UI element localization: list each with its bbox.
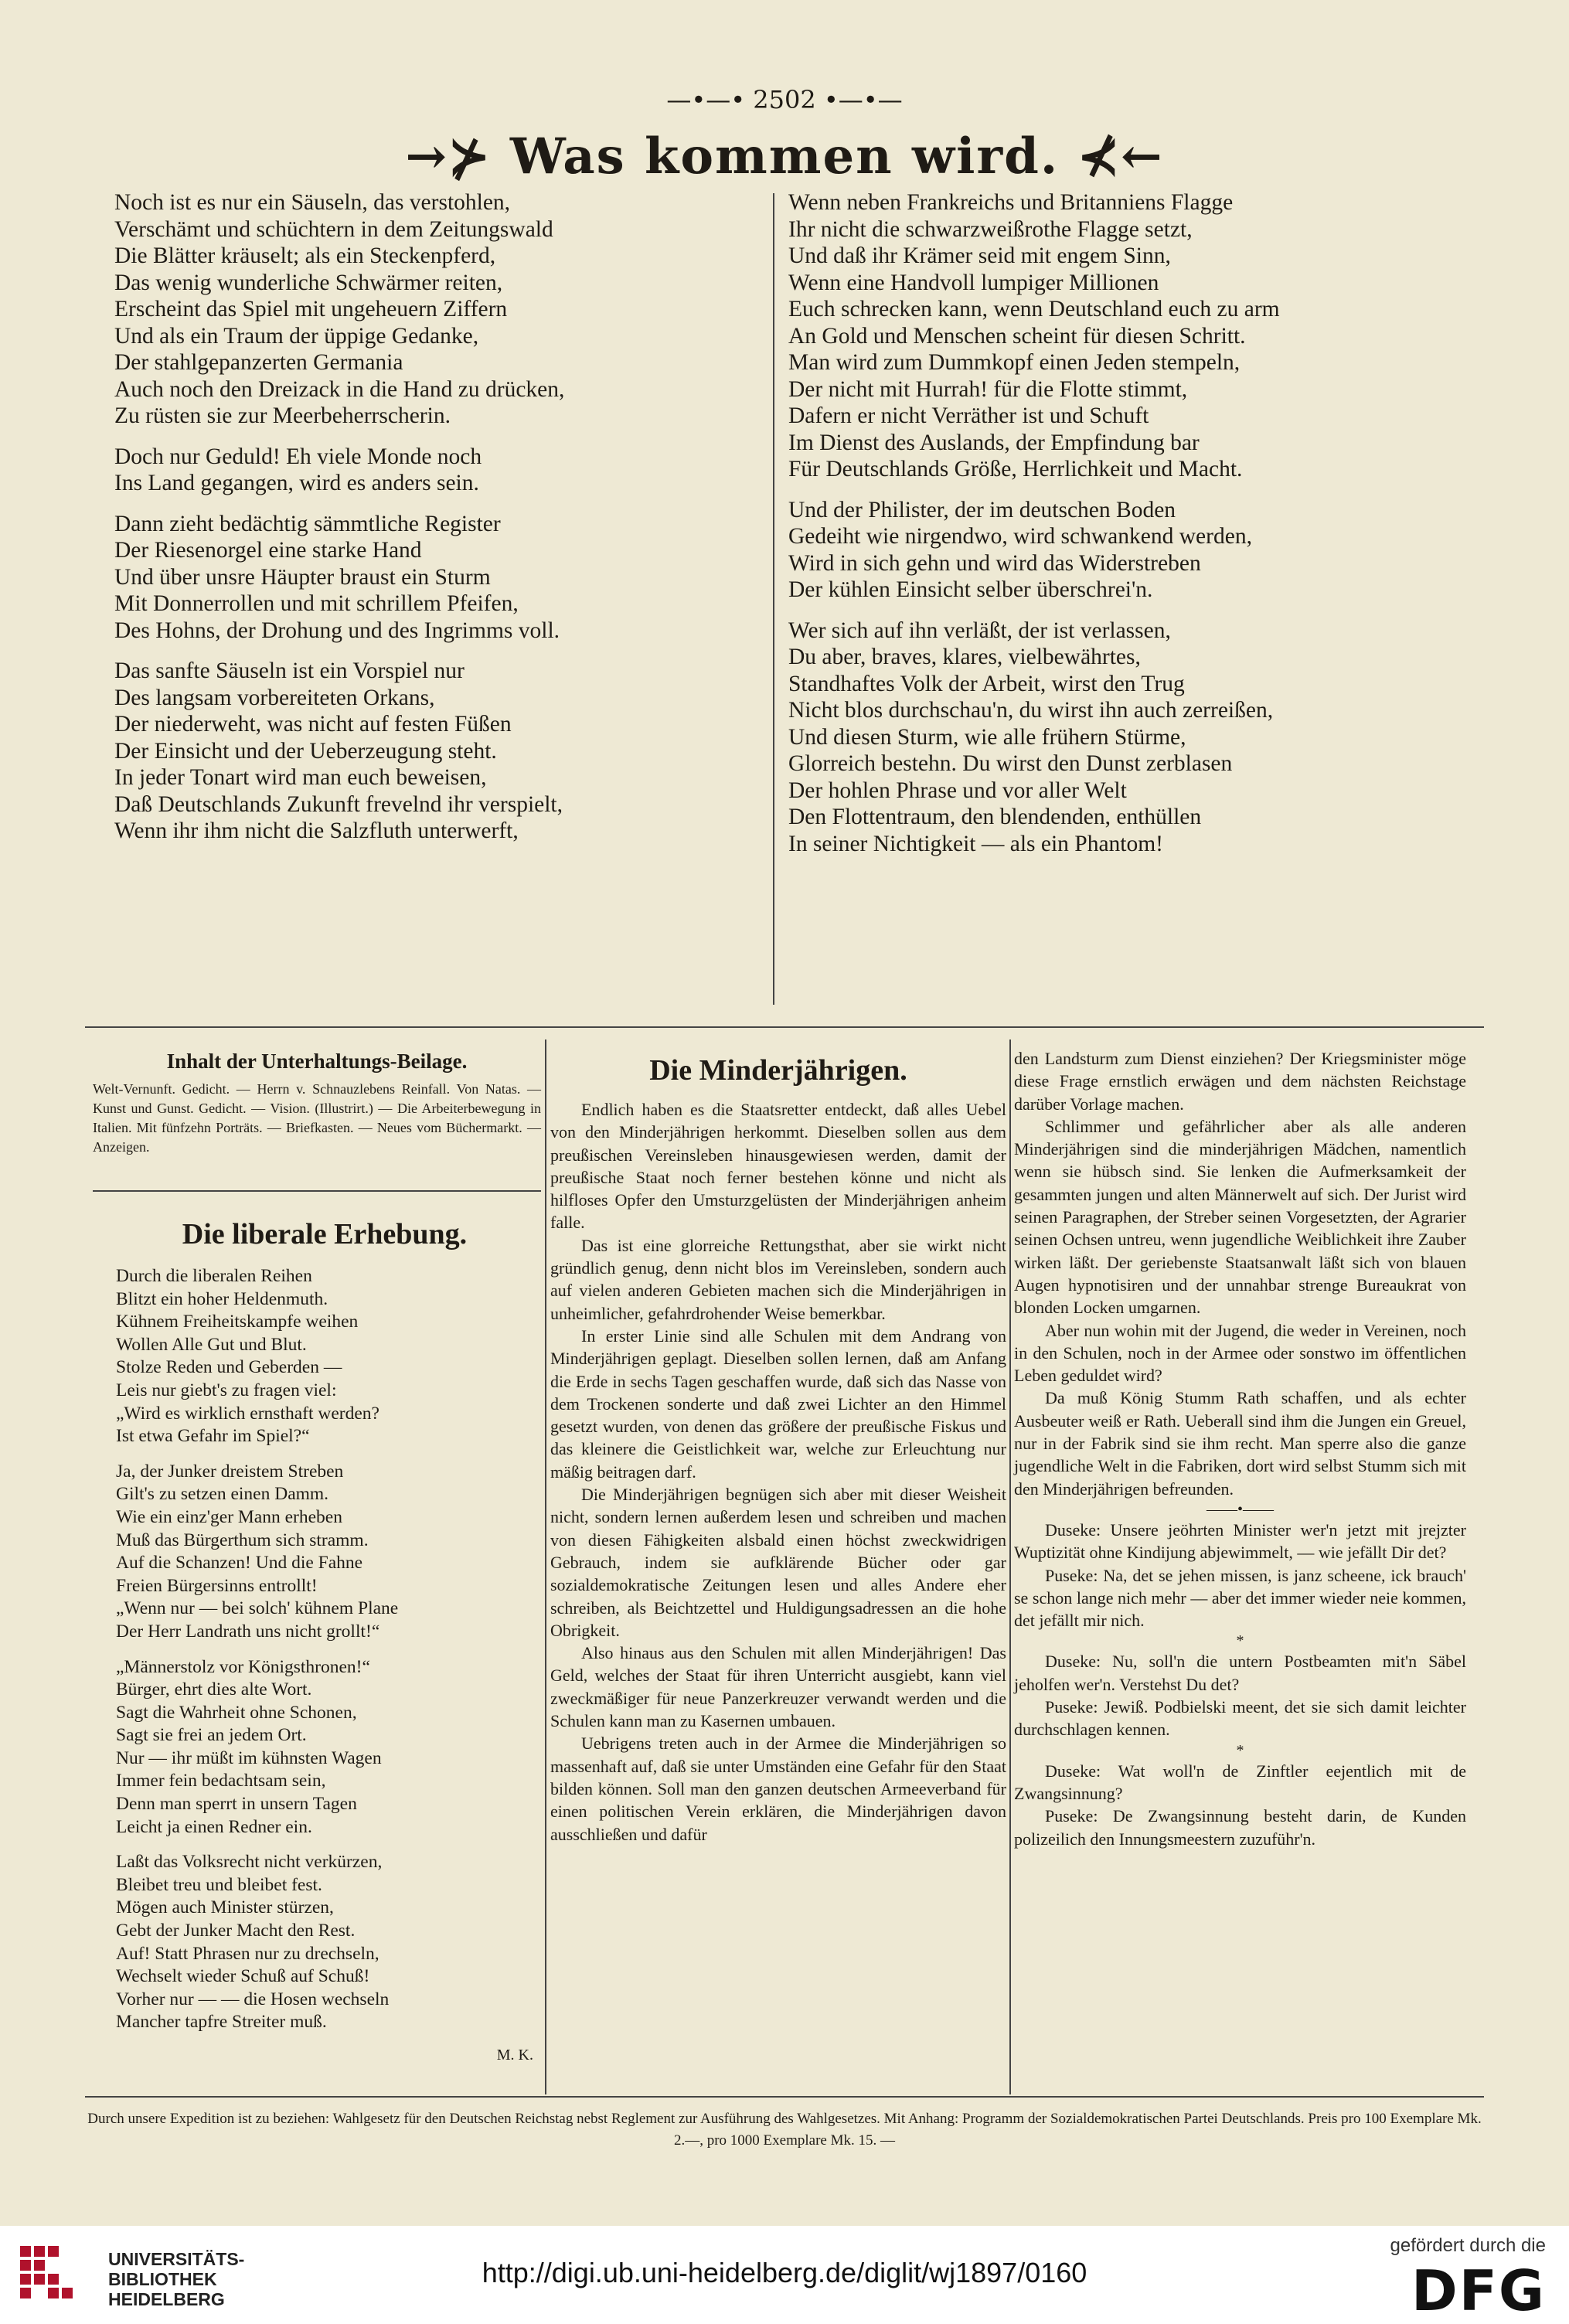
paragraph: Also hinaus aus den Schulen mit allen Minderjährigen! Das Geld, welches der Staat für ihren Unterricht ausgiebt, kann viel zweckmäßiger für neue Panzerkreuzer verwandt werden und die Schulen kann man zu Kasernen umbauen. xyxy=(550,1643,1006,1731)
poem-line: Gebt der Junker Macht den Rest. xyxy=(116,1921,356,1941)
poem-line: Vorher nur — — die Hosen wechseln xyxy=(116,1989,390,2009)
section-divider xyxy=(85,1026,1484,1028)
dialogue-block xyxy=(1014,1760,1466,1850)
right-column xyxy=(1014,1047,1466,1850)
poem-line: Noch ist es nur ein Säuseln, das verstohlen, xyxy=(114,190,511,215)
poem-line: Denn man sperrt in unsern Tagen xyxy=(116,1794,357,1815)
poem-line: Freien Bürgersinns entrollt! xyxy=(116,1575,318,1596)
poem-line: Wird in sich gehn und wird das Widerstreben xyxy=(788,550,1201,576)
poem-line: Wer sich auf ihn verläßt, der ist verlassen, xyxy=(788,618,1171,643)
poem-line: Mit Donnerrollen und mit schrillem Pfeifen, xyxy=(114,591,519,616)
poem-line: In seiner Nichtigkeit — als ein Phantom! xyxy=(788,831,1164,856)
stanza xyxy=(788,618,1469,858)
stanza xyxy=(116,1461,533,1644)
poem-line: Des langsam vorbereiteten Orkans, xyxy=(114,685,435,710)
article-body xyxy=(550,1098,1006,1846)
liberal-poem-stanzas xyxy=(116,1265,533,2034)
poem-line: Und daß ihr Krämer seid mit engem Sinn, xyxy=(788,243,1171,268)
page-number: —•—• 2502 •—•— xyxy=(666,85,903,114)
poem-line: Auch noch den Dreizack in die Hand zu drücken, xyxy=(114,376,565,402)
paragraph: Puseke: Na, det se jehen missen, is janz scheene, ick brauch' se schon lange nich mehr — aber det immer wieder neie kommen, det jefällt mir nich. xyxy=(1014,1565,1466,1631)
stanza xyxy=(788,497,1469,604)
poem-line: Glorreich bestehn. Du wirst den Dunst zerblasen xyxy=(788,751,1233,776)
paragraph: Puseke: Jewiß. Podbielski meent, det sie sich damit leichter durchschlagen kennen. xyxy=(1014,1697,1466,1740)
poem-line: Dann zieht bedächtig sämmtliche Register xyxy=(114,511,501,536)
stanza xyxy=(114,511,795,645)
poem-line: Dafern er nicht Verräther ist und Schuft xyxy=(788,403,1149,428)
poem-line: Wenn eine Handvoll lumpiger Millionen xyxy=(788,270,1159,295)
poem-line: „Wird es wirklich ernsthaft werden? xyxy=(116,1403,379,1424)
poem-line: Ihr nicht die schwarzweißrothe Flagge setzt, xyxy=(788,216,1193,242)
poem-right-column xyxy=(788,189,1469,871)
poem-line: „Wenn nur — bei solch' kühnem Plane xyxy=(116,1598,399,1619)
stanza xyxy=(114,658,795,845)
column-divider xyxy=(773,193,774,1005)
poem-line: Und der Philister, der im deutschen Boden xyxy=(788,497,1176,522)
poem-line: Doch nur Geduld! Eh viele Monde noch xyxy=(114,444,482,469)
paragraph: Aber nun wohin mit der Jugend, die weder in Vereinen, noch in den Schulen, noch in der Armee oder sonstwo im öffentlichen Leben geduldet wird? xyxy=(1014,1320,1466,1386)
poem-line: Sagt die Wahrheit ohne Schonen, xyxy=(116,1702,357,1723)
poem-line: Mancher tapfre Streiter muß. xyxy=(116,2012,327,2033)
poem-line: Blitzt ein hoher Heldenmuth. xyxy=(116,1288,328,1309)
poem-line: Der hohlen Phrase und vor aller Welt xyxy=(788,778,1127,803)
poem-line: Der Einsicht und der Ueberzeugung steht. xyxy=(114,738,497,764)
paragraph: In erster Linie sind alle Schulen mit dem Andrang von Minderjährigen geplagt. Dieselben sollen lernen, daß am Anfang die Erde in sechs Tagen geschaffen wurde, daß sich das Nasse von dem Trockenen sonderte und daß zwei Lichter an den Himmel gesetzt wurden, von denen das größere der preußische Fiskus und das kleinere die Geistlichkeit war, welche zur Erleuchtung nur mäßig beitragen darf. xyxy=(550,1325,1006,1482)
poem-line: Kühnem Freiheitskampfe weihen xyxy=(116,1312,359,1332)
poem-line: Den Flottentraum, den blendenden, enthüllen xyxy=(788,805,1202,829)
toc-box xyxy=(93,1050,541,1157)
paragraph: Duseke: Unsere jeöhrten Minister wer'n jetzt mit jrejzter Wuptizität ohne Kindijung abjewimmelt, — wie jefällt Dir det? xyxy=(1014,1519,1466,1563)
poem-line: Die Blätter kräuselt; als ein Steckenpferd, xyxy=(114,243,496,268)
toc-title: Inhalt der Unterhaltungs-Beilage. xyxy=(166,1050,468,1073)
library-name: UNIVERSITÄTS- BIBLIOTHEK HEIDELBERG xyxy=(108,2249,245,2309)
article-column xyxy=(550,1050,1006,1846)
poem-line: In jeder Tonart wird man euch beweisen, xyxy=(114,765,487,790)
paragraph: Das ist eine glorreiche Rettungsthat, aber sie wirkt nicht gründlich genug, denn nicht blos im Vereinsleben, sondern auch auf vielen anderen Gebieten machen sich die Minderjährigen in unheimlicher, gefahrdrohender Weise bemerkbar. xyxy=(550,1235,1006,1323)
poem-line: Ins Land gegangen, wird es anders sein. xyxy=(114,471,479,495)
star-divider: * xyxy=(1236,1632,1244,1650)
toc-body: Welt-Vernunft. Gedicht. — Herrn v. Schnauzlebens Reinfall. Von Natas. — Kunst und Gunst. Gedicht. — Vision. (Illustrirt.) — Die Arbeiterbewegung in Italien. Mit fünfzehn Porträts. — Briefkasten. — Neues vom Büchermarkt. — Anzeigen. xyxy=(93,1081,541,1155)
poem-line: Euch schrecken kann, wenn Deutschland euch zu arm xyxy=(788,297,1280,322)
column-divider xyxy=(545,1040,546,2094)
poem-line: Wenn ihr ihm nicht die Salzfluth unterwerft, xyxy=(114,818,519,843)
poem-line: Wenn neben Frankreichs und Britanniens Flagge xyxy=(788,190,1234,215)
poem-line: Leis nur giebt's zu fragen viel: xyxy=(116,1380,337,1400)
poem-line: Erscheint das Spiel mit ungeheuern Ziffern xyxy=(114,297,508,322)
poem-line: Wie ein einz'ger Mann erheben xyxy=(116,1506,342,1527)
paragraph: den Landsturm zum Dienst einziehen? Der Kriegsminister möge diese Frage ernstlich erwägen und dem nächsten Reichstage darüber Vorlage machen. xyxy=(1014,1049,1466,1114)
poem-line: Mögen auch Minister stürzen, xyxy=(116,1897,334,1918)
dialogue-block xyxy=(1014,1650,1466,1740)
poem-line: An Gold und Menschen scheint für diesen Schritt. xyxy=(788,323,1246,349)
dfg-logo: DFG xyxy=(1411,2258,1546,2323)
poem-line: Der nicht mit Hurrah! für die Flotte stimmt, xyxy=(788,376,1188,402)
poem-line: Gilt's zu setzen einen Damm. xyxy=(116,1484,329,1505)
stanza xyxy=(116,1265,533,1448)
poem-line: Der niederweht, was nicht auf festen Füßen xyxy=(114,712,512,737)
poem-line: Du aber, braves, klares, vielbewährtes, xyxy=(788,645,1141,669)
poem-line: Für Deutschlands Größe, Herrlichkeit und Macht. xyxy=(788,457,1243,481)
footer-bar xyxy=(0,2226,1569,2324)
stanza xyxy=(116,1656,533,1839)
poem-line: Muß das Bürgerthum sich stramm. xyxy=(116,1529,369,1550)
column-divider xyxy=(1009,1040,1011,2094)
liberal-poem xyxy=(116,1217,533,2064)
poem-line: Sagt sie frei an jedem Ort. xyxy=(116,1725,307,1746)
poem-line: Ist etwa Gefahr im Spiel?“ xyxy=(116,1426,310,1447)
paragraph: Duseke: Nu, soll'n die untern Postbeamten mit'n Säbel jeholfen wer'n. Verstehst Du det? xyxy=(1014,1652,1466,1694)
stanza xyxy=(114,444,795,497)
poem-line: Stolze Reden und Geberden — xyxy=(116,1357,342,1378)
poem-line: Bleibet treu und bleibet fest. xyxy=(116,1874,322,1895)
poem-line: Der Herr Landrath uns nicht grollt!“ xyxy=(116,1621,380,1642)
footnote: Durch unsere Expedition ist zu beziehen: Wahlgesetz für den Deutschen Reichstag nebst Reglement zur Ausführung des Wahlgesetzes. Mit Anhang: Programm der Sozialdemokratischen Partei Deutschlands. Preis pro 100 Exemplare Mk. 2.—, pro 1000 Exemplare Mk. 15. — xyxy=(87,2111,1482,2149)
poem-line: Ja, der Junker dreistem Streben xyxy=(116,1461,344,1482)
paragraph: Duseke: Wat woll'n de Zinftler eejentlich mit de Zwangsinnung? xyxy=(1014,1761,1466,1803)
paragraph: Uebrigens treten auch in der Armee die Minderjährigen so massenhaft auf, daß sie unter Umständen eine Gefahr für den Staat bilden können. Soll man den ganzen deutschen Armeeverband für einen politischen Verein erklären, die Minderjährigen davon ausschließen und dafür xyxy=(550,1734,1006,1844)
article-title: Die Minderjährigen. xyxy=(649,1054,907,1087)
poem-line: Gedeiht wie nirgendwo, wird schwankend werden, xyxy=(788,524,1252,549)
poem-line: Das wenig wunderliche Schwärmer reiten, xyxy=(114,270,503,295)
paragraph: Da muß König Stumm Rath schaffen, und als echter Ausbeuter weiß er Rath. Ueberall sind ihm die Jungen ein Greuel, nur in der Fabrik sind sie ihm recht. Man sperre also die ganze jugendliche Welt in die Fabriken, dort wird selbst Stumm sich mit den Minderjährigen befreunden. xyxy=(1014,1388,1466,1499)
footnote-divider xyxy=(85,2096,1484,2098)
dialogue-block xyxy=(1014,1519,1466,1632)
poem-line: Man wird zum Dummkopf einen Jeden stempeln, xyxy=(788,350,1241,375)
poem-line: Der kühlen Einsicht selber überschrei'n. xyxy=(788,577,1153,602)
stanza xyxy=(788,189,1469,483)
poem-line: Laßt das Volksrecht nicht verkürzen, xyxy=(116,1852,383,1873)
paragraph: Die Minderjährigen begnügen sich aber mit dieser Weisheit nicht, sondern lernen außerdem lesen und schreiben und machen von diesen Fähigkeiten alsbald einen höchst zweckwidrigen Gebrauch, indem sie aufklärende Bücher oder gar sozialdemokratische Zeitungen lesen und alles Andere eher schreiben, als Beichtzettel und Huldigungsadressen an die hohe Obrigkeit. xyxy=(550,1485,1006,1640)
paragraph: Endlich haben es die Staatsretter entdeckt, daß alles Uebel von den Minderjährigen herkommt. Dieselben sollen aus dem preußischen Vereinsleben hinausgewiesen werden, damit der preußische Staat noch ferner bestehen könne und nicht als hilfloses Opfer den Umsturzgelüsten der Minderjährigen anheim falle. xyxy=(550,1100,1006,1233)
ornament-divider: ——•—— xyxy=(1206,1500,1274,1518)
poem-line: Das sanfte Säuseln ist ein Vorspiel nur xyxy=(114,658,465,683)
poem-line: Und als ein Traum der üppige Gedanke, xyxy=(114,323,479,349)
liberal-poem-title: Die liberale Erhebung. xyxy=(182,1218,468,1250)
poem-line: Wollen Alle Gut und Blut. xyxy=(116,1334,307,1355)
poem-line: Des Hohns, der Drohung und des Ingrimms voll. xyxy=(114,618,560,643)
right-column-body xyxy=(1014,1047,1466,1500)
poem-line: Der Riesenorgel eine starke Hand xyxy=(114,538,422,563)
funded-by-label: gefördert durch die xyxy=(1390,2235,1546,2256)
paragraph: Schlimmer und gefährlicher aber als alle anderen Minderjährigen sind die minderjährigen Mädchen, namentlich wenn sie hübsch sind. Sie lenken die Aufmerksamkeit der gesammten jungen und alten Männerwelt auf sich. Der Jurist wird seinen Paragraphen, der Streber seinen Vorgesetzten, der Agrarier seinen Ochsen untreu, wenn jugendliche Weiblichkeit ihre Zauber wirken läßt. Der geriebenste Staatsanwalt läßt sich von blauen Augen hypnotisiren und der unnahbar strenge Bureaukrat von blonden Locken umgarnen. xyxy=(1014,1116,1466,1318)
source-url-link[interactable]: http://digi.ub.uni-heidelberg.de/diglit/wj1897/0160 xyxy=(482,2257,1087,2288)
stanza xyxy=(116,1851,533,2034)
signature: M. K. xyxy=(496,2047,533,2064)
poem-line: Und über unsre Häupter braust ein Sturm xyxy=(114,564,491,590)
poem-line: „Männerstolz vor Königsthronen!“ xyxy=(116,1656,370,1677)
poem-line: Nur — ihr müßt im kühnsten Wagen xyxy=(116,1747,382,1768)
paragraph: Puseke: De Zwangsinnung besteht darin, de Kunden polizeilich den Innungsmeestern zuzuführ'n. xyxy=(1014,1806,1466,1849)
stanza xyxy=(114,189,795,430)
toc-divider xyxy=(93,1190,541,1192)
poem-line: Im Dienst des Auslands, der Empfindung bar xyxy=(788,430,1200,455)
poem-line: Zu rüsten sie zur Meerbeherrscherin. xyxy=(114,403,451,428)
poem-line: Auf! Statt Phrasen nur zu drechseln, xyxy=(116,1943,379,1964)
poem-line: Nicht blos durchschau'n, du wirst ihn auch zerreißen, xyxy=(788,698,1274,723)
poem-line: Leicht ja einen Redner ein. xyxy=(116,1816,312,1837)
poem-line: Und diesen Sturm, wie alle frühern Stürme, xyxy=(788,724,1186,750)
poem-line: Standhaftes Volk der Arbeit, wirst den Trug xyxy=(788,671,1185,696)
poem-line: Daß Deutschlands Zukunft frevelnd ihr verspielt, xyxy=(114,791,563,817)
poem-left-column xyxy=(114,189,795,859)
page-title: →⊁ Was kommen wird. ⊀← xyxy=(405,128,1164,185)
poem-line: Verschämt und schüchtern in dem Zeitungswald xyxy=(114,216,553,242)
poem-line: Durch die liberalen Reihen xyxy=(116,1266,312,1286)
poem-line: Bürger, ehrt dies alte Wort. xyxy=(116,1679,312,1700)
poem-line: Wechselt wieder Schuß auf Schuß! xyxy=(116,1966,370,1987)
star-divider: * xyxy=(1236,1741,1244,1759)
poem-line: Auf die Schanzen! Und die Fahne xyxy=(116,1553,363,1574)
poem-line: Immer fein bedachtsam sein, xyxy=(116,1771,326,1791)
poem-line: Der stahlgepanzerten Germania xyxy=(114,350,403,375)
